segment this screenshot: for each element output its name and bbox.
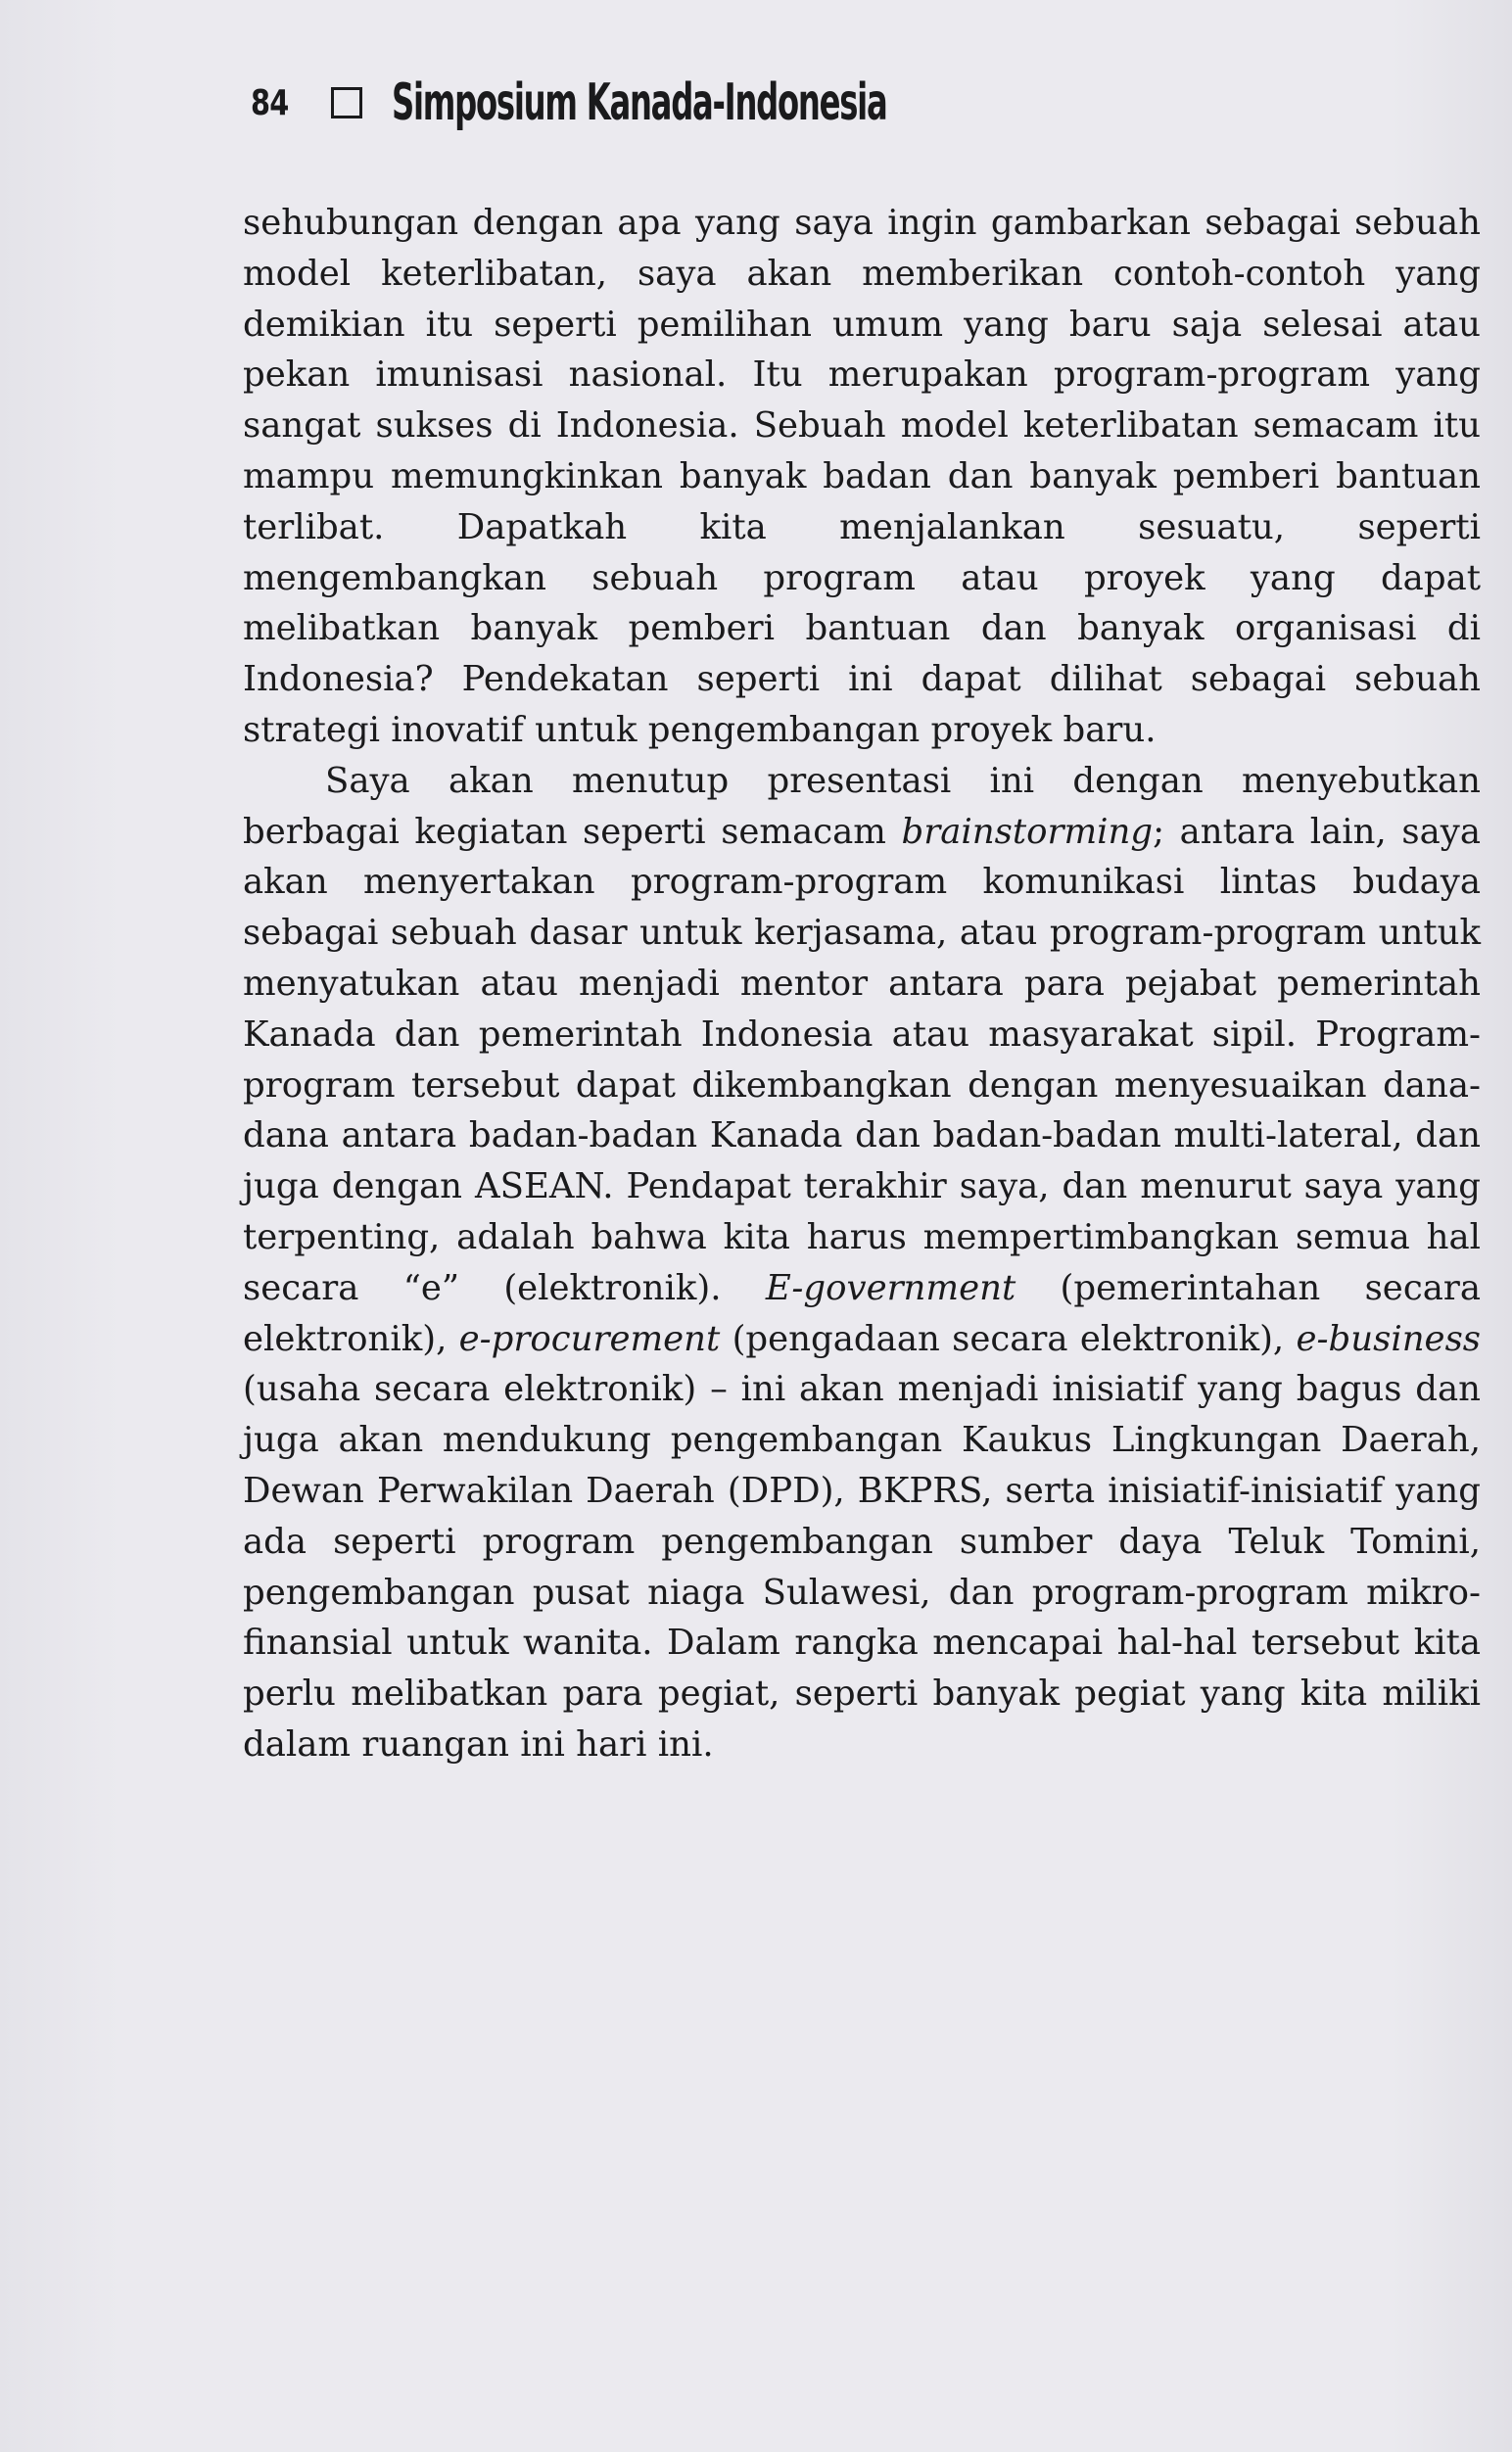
running-title: Simposium Kanada-Indonesia <box>392 73 887 132</box>
page-number: 84 <box>251 82 289 123</box>
italic-term: brainstorming <box>901 811 1154 852</box>
paragraph-text: ; antara lain, saya akan menyertakan program-program komunikasi lintas budaya sebagai sebuah dasar untuk kerjasama, atau program-program untuk menyatukan atau menjadi mentor antara para pejabat pemerintah Kanada dan pemerintah Indonesia atau masyarakat sipil. Program-program tersebut dapat dikembangkan dengan menyesuaikan dana-dana antara badan-badan Kanada dan badan-badan multi-lateral, dan juga dengan ASEAN. Pendapat terakhir saya, dan menurut saya yang terpenting, adalah bahwa kita harus mempertimbangkan semua hal secara “e” (elektronik). <box>243 811 1481 1308</box>
page-header <box>251 69 1190 137</box>
paragraph-text: (usaha secara elektronik) – ini akan menjadi inisiatif yang bagus dan juga akan mendukung pengembangan Kaukus Lingkungan Daerah, Dewan Perwakilan Daerah (DPD), BKPRS, serta inisiatif-inisiatif yang ada seperti program pengembangan sumber daya Teluk Tomini, pengembangan pusat niaga Sulawesi, dan program-program mikro-finansial untuk wanita. Dalam rangka mencapai hal-hal tersebut kita perlu melibatkan para pegiat, seperti banyak pegiat yang kita miliki dalam ruangan ini hari ini. <box>243 1369 1481 1765</box>
paragraph-text: sehubungan dengan apa yang saya ingin gambarkan sebagai sebuah model keterlibatan, saya akan memberikan contoh-contoh yang demikian itu seperti pemilihan umum yang baru saja selesai atau pekan imunisasi nasional. Itu merupakan program-program yang sangat sukses di Indonesia. Sebuah model keterlibatan semacam itu mampu memungkinkan banyak badan dan banyak pemberi bantuan terlibat. Dapatkah kita menjalankan sesuatu, seperti mengembangkan sebuah program atau proyek yang dapat melibatkan banyak pemberi bantuan dan banyak organisasi di Indonesia? Pendekatan seperti ini dapat dilihat sebagai sebuah strategi inovatif untuk pengembangan proyek baru. <box>243 203 1481 750</box>
italic-term: e-business <box>1296 1318 1482 1359</box>
paragraph-text: (pengadaan secara elektronik), <box>720 1318 1297 1359</box>
body-text <box>243 198 1481 1770</box>
paragraph-1 <box>243 198 1481 756</box>
header-square-icon <box>331 87 362 118</box>
paragraph-2 <box>243 756 1481 1770</box>
paragraph-text: Saya akan menutup presentasi ini dengan menyebutkan berbagai kegiatan seperti semacam <box>243 760 1481 852</box>
italic-term: E-government <box>765 1267 1016 1308</box>
italic-term: e-procurement <box>458 1318 721 1359</box>
paragraph-text: (pemerintahan secara elektronik), <box>243 1267 1481 1359</box>
